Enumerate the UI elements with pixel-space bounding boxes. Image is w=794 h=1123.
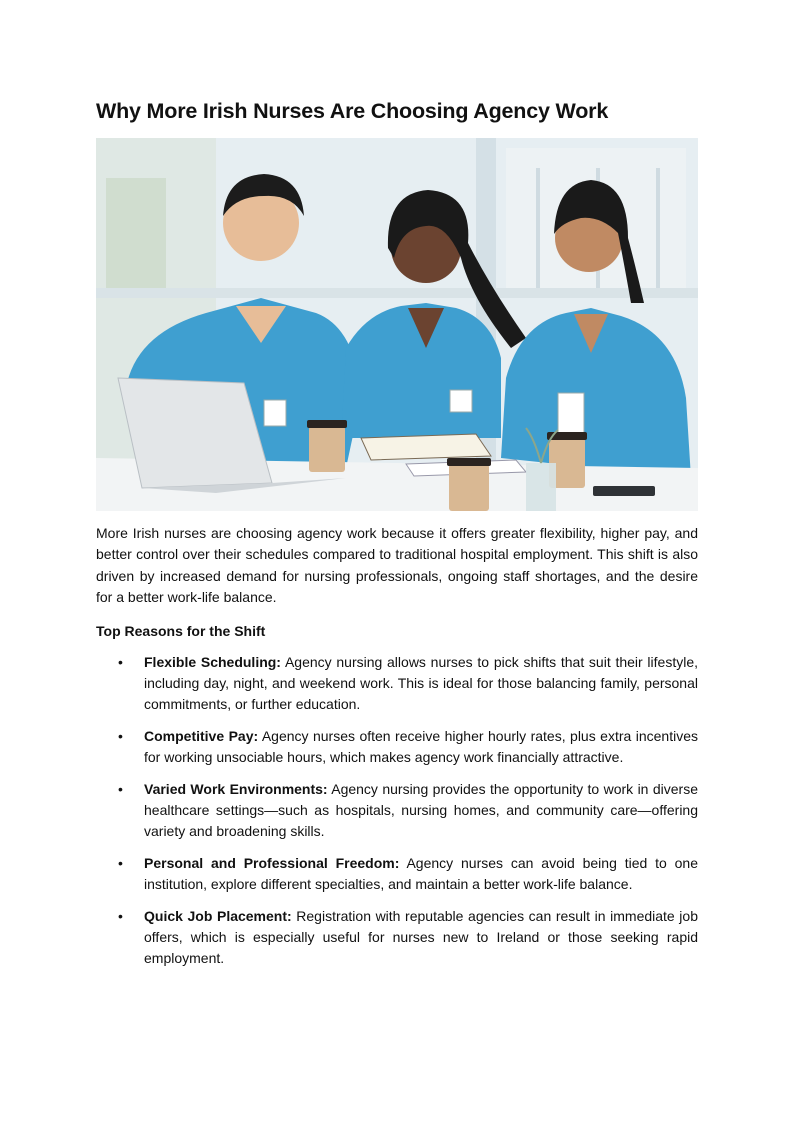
reason-label: Personal and Professional Freedom: bbox=[144, 854, 400, 871]
reason-text: Agency nurses can avoid being tied to one institution, explore different specialties, and maintain a better work-life balance. bbox=[144, 854, 699, 892]
bullet-icon: • bbox=[118, 653, 123, 670]
reason-text: Registration with reputable agencies can result in immediate job offers, which is especially useful for nurses new to Ireland or those seeking rapid employment. bbox=[144, 907, 698, 967]
reason-label: Flexible Scheduling: bbox=[144, 653, 281, 670]
list-item bbox=[96, 853, 698, 895]
nurses-photo bbox=[96, 138, 698, 511]
reason-text: Agency nurses often receive higher hourly rates, plus extra incentives for working unsociable hours, which makes agency work financially attractive. bbox=[144, 727, 698, 765]
reason-label: Quick Job Placement: bbox=[144, 907, 292, 924]
bullet-icon: • bbox=[118, 780, 123, 797]
page-title: Why More Irish Nurses Are Choosing Agency Work bbox=[96, 99, 609, 123]
reasons-heading: Top Reasons for the Shift bbox=[96, 622, 266, 639]
list-item bbox=[96, 652, 698, 716]
reason-label: Varied Work Environments: bbox=[144, 780, 328, 797]
bullet-icon: • bbox=[118, 727, 123, 744]
bullet-icon: • bbox=[118, 907, 123, 924]
reason-text: Agency nursing allows nurses to pick shifts that suit their lifestyle, including day, night, and weekend work. This is ideal for those balancing family, personal commitments, or further education. bbox=[144, 653, 698, 713]
list-item bbox=[96, 906, 698, 970]
bullet-icon: • bbox=[118, 854, 123, 871]
document-page bbox=[96, 96, 698, 980]
reasons-list bbox=[96, 652, 698, 970]
list-item bbox=[96, 779, 698, 843]
intro-paragraph: More Irish nurses are choosing agency work because it offers greater flexibility, higher pay, and better control over their schedules compared to traditional hospital employment. This shift is also driven by increased demand for nursing professionals, ongoing staff shortages, and the desire for a better work-life balance. bbox=[96, 525, 698, 606]
list-item bbox=[96, 726, 698, 768]
reason-label: Competitive Pay: bbox=[144, 727, 259, 744]
reason-text: Agency nursing provides the opportunity to work in diverse healthcare settings—such as hospitals, nursing homes, and community care—offering variety and broadening skills. bbox=[144, 780, 698, 840]
